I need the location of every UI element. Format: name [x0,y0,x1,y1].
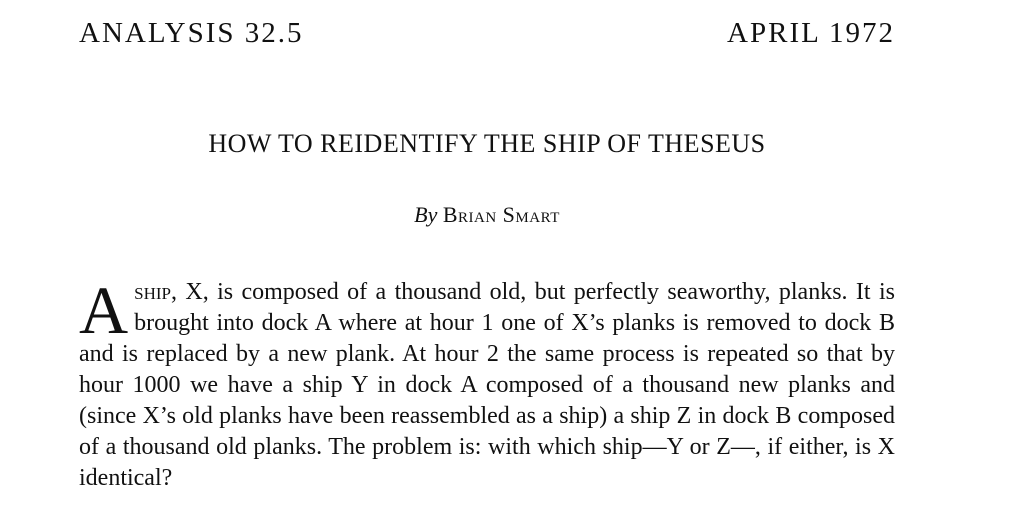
article-paragraph [79,272,895,494]
byline [0,200,974,230]
paragraph-text: , X, is composed of a thousand old, but perfectly seaworthy, planks. It is brought into dock A where at hour 1 one of X’s planks is removed to dock B and is replaced by a new plank. At hour 2 the same process is repeated so that by hour 1000 we have a ship Y in dock A composed of a thousand new planks and (since X’s old planks have been reassembled as a ship) a ship Z in dock B composed of a thousand old planks. The problem is: with which ship—Y or Z—, if either, is X identical? [79,279,895,491]
drop-cap: A [79,272,129,348]
first-word: ship [134,279,171,305]
byline-prefix: By [414,202,438,227]
running-head-date: APRIL 1972 [727,17,895,49]
running-head-journal: ANALYSIS 32.5 [79,17,304,49]
author-name: Brian Smart [442,202,560,227]
article-title: HOW TO REIDENTIFY THE SHIP OF THESEUS [208,129,766,158]
